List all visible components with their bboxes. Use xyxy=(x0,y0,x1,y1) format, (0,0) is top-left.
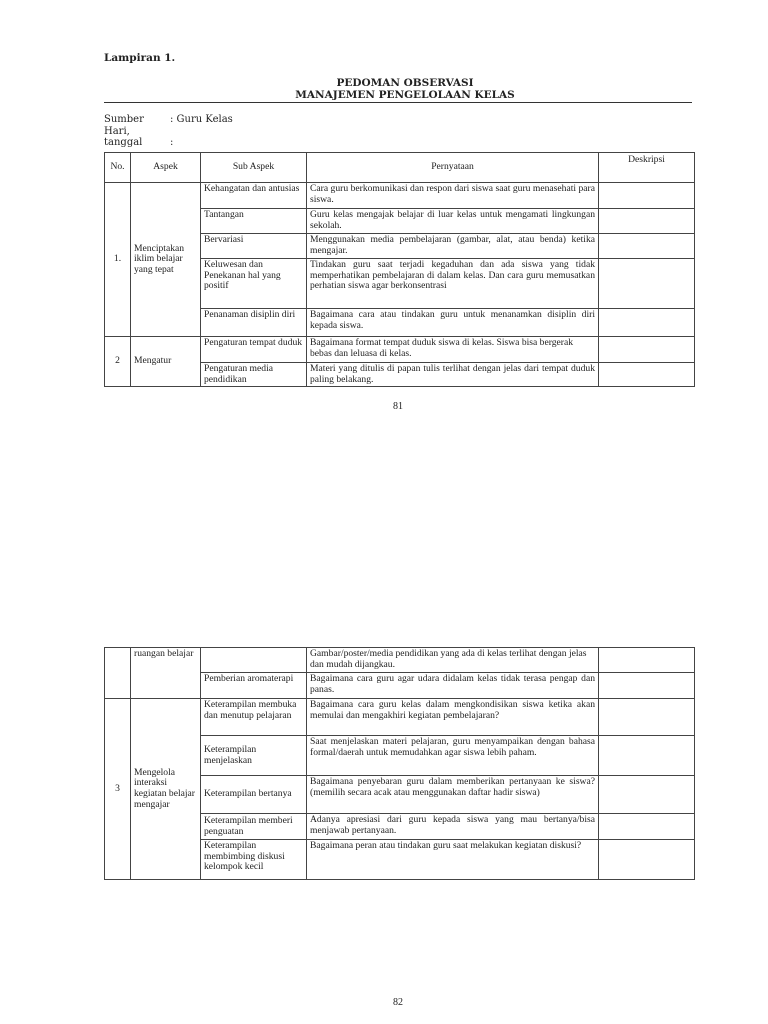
sub-aspect-cell: Keluwesan dan Penekanan hal yang positif xyxy=(201,259,307,309)
document-subtitle: MANAJEMEN PENGELOLAAN KELAS xyxy=(295,89,515,101)
statement-cell: Tindakan guru saat terjadi kegaduhan dan ada siswa yang tidak memperhatikan pembelajaran di dalam kelas. Dan cara guru memusatkan perhatian siswa agar berkonsentrasi xyxy=(307,259,599,309)
statement-cell: Bagaimana cara guru kelas dalam mengkondisikan siswa ketika akan memulai dan mengakhiri kegiatan pembelajaran? xyxy=(307,699,599,736)
sub-aspect-cell: Bervariasi xyxy=(201,234,307,259)
sub-aspect-cell: Tantangan xyxy=(201,209,307,234)
col-header-aspek: Aspek xyxy=(131,153,201,183)
date-value: : xyxy=(170,137,174,148)
sub-aspect-cell xyxy=(201,648,307,673)
aspect-cell: Mengelola interaksi kegiatan belajar mengajar xyxy=(131,699,201,880)
description-cell xyxy=(599,337,695,363)
col-header-deskripsi: Deskripsi xyxy=(599,153,695,183)
description-cell xyxy=(599,776,695,814)
sub-aspect-cell: Penanaman disiplin diri xyxy=(201,309,307,337)
col-header-no: No. xyxy=(105,153,131,183)
statement-cell: Materi yang ditulis di papan tulis terlihat dengan jelas dari tempat duduk paling belakang. xyxy=(307,363,599,387)
sub-aspect-cell: Pengaturan media pendidikan xyxy=(201,363,307,387)
sub-aspect-cell: Keterampilan bertanya xyxy=(201,776,307,814)
source-label: Sumber xyxy=(104,114,144,125)
description-cell xyxy=(599,648,695,673)
sub-aspect-cell: Keterampilan membimbing diskusi kelompok kecil xyxy=(201,840,307,880)
appendix-label: Lampiran 1. xyxy=(104,52,176,64)
source-value: : Guru Kelas xyxy=(170,114,233,125)
statement-cell: Gambar/poster/media pendidikan yang ada di kelas terlihat dengan jelas dan mudah dijangkau. xyxy=(307,648,599,673)
sub-aspect-cell: Pemberian aromaterapi xyxy=(201,673,307,699)
description-cell xyxy=(599,234,695,259)
row-number: 2 xyxy=(105,337,131,387)
sub-aspect-cell: Pengaturan tempat duduk xyxy=(201,337,307,363)
statement-cell: Bagaimana peran atau tindakan guru saat melakukan kegiatan diskusi? xyxy=(307,840,599,880)
col-header-sub-aspek: Sub Aspek xyxy=(201,153,307,183)
date-label: Hari, tanggal xyxy=(104,126,143,148)
description-cell xyxy=(599,309,695,337)
table-row xyxy=(105,648,695,673)
statement-cell: Adanya apresiasi dari guru kepada siswa yang mau bertanya/bisa menjawab pertanyaan. xyxy=(307,814,599,840)
description-cell xyxy=(599,673,695,699)
page-number: 81 xyxy=(393,401,403,412)
observation-table-page-1 xyxy=(104,152,695,387)
aspect-cell: Menciptakan iklim belajar yang tepat xyxy=(131,183,201,337)
description-cell xyxy=(599,840,695,880)
sub-aspect-cell: Keterampilan membuka dan menutup pelajaran xyxy=(201,699,307,736)
description-cell xyxy=(599,736,695,776)
source-line xyxy=(104,114,233,125)
row-number: 1. xyxy=(105,183,131,337)
statement-cell: Bagaimana penyebaran guru dalam memberikan pertanyaan ke siswa? (memilih secara acak atau menggunakan daftar hadir siswa) xyxy=(307,776,599,814)
col-header-pernyataan: Pernyataan xyxy=(307,153,599,183)
description-cell xyxy=(599,259,695,309)
statement-cell: Bagaimana cara atau tindakan guru untuk menanamkan disiplin diri kepada siswa. xyxy=(307,309,599,337)
date-line xyxy=(104,126,173,148)
table-row xyxy=(105,183,695,209)
statement-cell: Bagaimana cara guru agar udara didalam kelas tidak terasa pengap dan panas. xyxy=(307,673,599,699)
description-cell xyxy=(599,183,695,209)
row-number: 3 xyxy=(105,699,131,880)
aspect-cell: Mengatur xyxy=(131,337,201,387)
sub-aspect-cell: Keterampilan menjelaskan xyxy=(201,736,307,776)
description-cell xyxy=(599,699,695,736)
statement-cell: Guru kelas mengajak belajar di luar kelas untuk mengamati lingkungan sekolah. xyxy=(307,209,599,234)
table-row xyxy=(105,337,695,363)
row-number xyxy=(105,648,131,699)
statement-cell: Saat menjelaskan materi pelajaran, guru menyampaikan dengan bahasa formal/daerah untuk memudahkan agar siswa lebih paham. xyxy=(307,736,599,776)
document-title: PEDOMAN OBSERVASI xyxy=(336,77,474,89)
description-cell xyxy=(599,363,695,387)
statement-cell: Menggunakan media pembelajaran (gambar, alat, atau benda) ketika mengajar. xyxy=(307,234,599,259)
aspect-cell: ruangan belajar xyxy=(131,648,201,699)
description-cell xyxy=(599,814,695,840)
title-divider xyxy=(104,102,692,103)
statement-cell: Cara guru berkomunikasi dan respon dari siswa saat guru menasehati para siswa. xyxy=(307,183,599,209)
observation-table-page-2 xyxy=(104,647,695,880)
table-row xyxy=(105,699,695,736)
description-cell xyxy=(599,209,695,234)
table-header-row xyxy=(105,153,695,183)
statement-cell: Bagaimana format tempat duduk siswa di kelas. Siswa bisa bergerak bebas dan leluasa di kelas. xyxy=(307,337,599,363)
sub-aspect-cell: Keterampilan memberi penguatan xyxy=(201,814,307,840)
page-number: 82 xyxy=(393,997,403,1008)
sub-aspect-cell: Kehangatan dan antusias xyxy=(201,183,307,209)
